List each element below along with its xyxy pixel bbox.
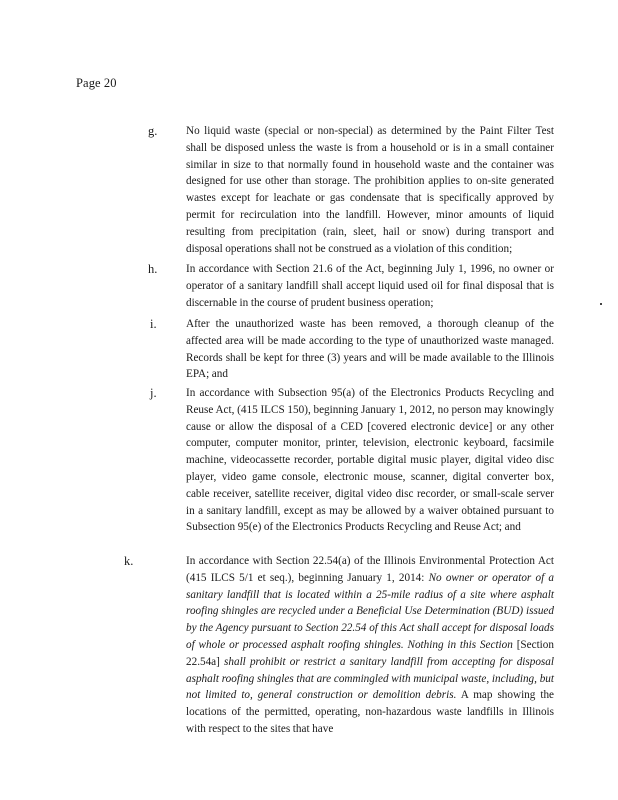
item-paragraph: [186, 123, 554, 257]
paragraph-text: In accordance with Subsection 95(a) of the Electronics Products Recycling and Reuse Act, (415 ILCS 150), beginning January 1, 2012, no person may knowingly cause or allow the disposal of a CED [covered electronic device] or any other computer, computer monitor, printer, television, electronic keyboard, facsimile machine, videocassette recorder, portable digital music player, digital video disc player, video game console, electronic mouse, scanner, digital converter box, cable receiver, satellite receiver, digital video disc recorder, or small-scale server in a sanitary landfill, except as may be allowed by a waiver obtained pursuant to Subsection 95(e) of the Electronics Products Recycling and Reuse Act; and: [186, 387, 554, 534]
item-letter: h.: [148, 262, 158, 276]
item-letter: j.: [150, 386, 157, 400]
paragraph-text: No liquid waste (special or non-special) as determined by the Paint Filter Test shall be disposed unless the waste is from a household or is in a small container similar in size to that normally found in household waste and the container was designed for use other than storage. The prohibition applies to on-site generated wastes except for leachate or gas condensate that is specifically approved by permit for recirculation into the landfill. However, minor amounts of liquid resulting from precipitation (rain, sleet, hail or snow) during transport and disposal operations shall not be construed as a violation of this condition;: [186, 125, 554, 255]
paragraph-text: In accordance with Section 22.54(a) of the Illinois Environmental Protection Act (415 ILCS 5/1 et seq.), beginning January 1, 2014:: [186, 555, 554, 584]
item-paragraph: [186, 316, 554, 383]
paragraph-text: In accordance with Section 21.6 of the Act, beginning July 1, 1996, no owner or operator of a sanitary landfill shall accept liquid used oil for final disposal that is discernable in the course of prudent business operation;: [186, 263, 554, 309]
paragraph-text: [Section 22.54a]: [186, 638, 554, 668]
item-paragraph: [186, 553, 554, 738]
item-paragraph: [186, 261, 554, 311]
scan-speck: [600, 303, 602, 305]
page-number: Page 20: [76, 76, 117, 90]
item-paragraph: [186, 385, 554, 536]
paragraph-text-italic: shall prohibit or restrict a sanitary landfill from accepting for disposal asphalt roofing shingles that are commingled with municipal waste, including, but not limited to, general construction or demolition debris.: [186, 655, 554, 702]
paragraph-text: A map showing the locations of the permitted, operating, non-hazardous waste landfills in Illinois with respect to the sites that have: [186, 689, 555, 735]
item-letter: i.: [150, 317, 157, 331]
item-letter: g.: [148, 124, 158, 138]
paragraph-text: After the unauthorized waste has been removed, a thorough cleanup of the affected area will be made according to the type of unauthorized waste managed. Records shall be kept for three (3) years and will be made available to the Illinois EPA; and: [186, 318, 554, 381]
item-letter: k.: [124, 554, 134, 568]
paragraph-text-italic: No owner or operator of a sanitary landfill that is located within a 25-mile radius of a site where asphalt roofing shingles are recycled under a Beneficial Use Determination (BUD) issued by the Agency pursuant to Section 22.54 of this Act shall accept for disposal loads of whole or processed asphalt roofing shingles. Nothing in this Section: [186, 571, 554, 651]
